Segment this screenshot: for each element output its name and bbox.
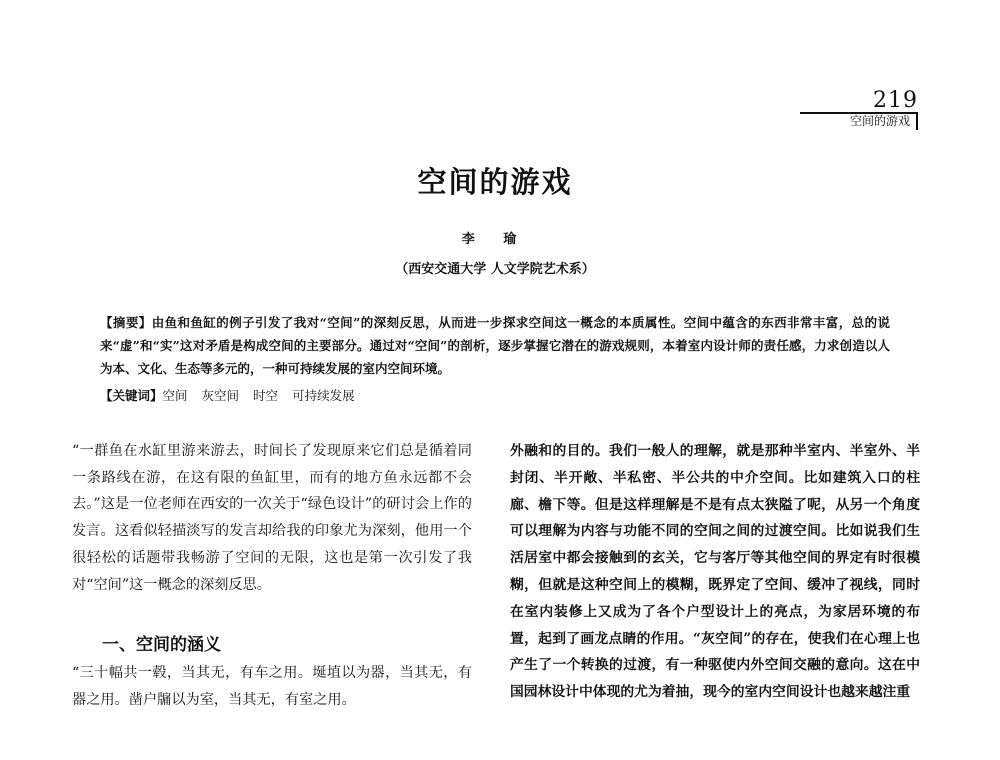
abstract	[100, 311, 890, 380]
abstract-text: 由鱼和鱼缸的例子引发了我对“空间”的深刻反思，从而进一步探求空间这一概念的本质属性。空间中蕴含的东西非常丰富，总的说来“虚”和“实”这对矛盾是构成空间的主要部分。通过对“空间”的剖析，逐步掌握它潜在的游戏规则，本着室内设计师的责任感，力求创造以人为本、文化、生态等多元的，一种可持续发展的室内空间环境。	[100, 315, 890, 376]
article-author: 李 瑜	[461, 232, 529, 247]
running-head: 空间的游戏	[850, 112, 918, 130]
body-paragraph: “三十幅共一毂，当其无，有车之用。埏埴以为器，当其无，有器之用。凿户牖以为室，当其无，有室之用。	[72, 665, 472, 708]
keyword-item: 空间	[162, 388, 188, 403]
left-column	[72, 438, 472, 714]
keyword-item: 灰空间	[201, 388, 240, 403]
page-number: 219	[873, 88, 918, 113]
body-paragraph: “一群鱼在水缸里游来游去，时间长了发现原来它们总是循着同一条路线在游，在这有限的鱼缸里，而有的地方鱼永远都不会去。”这是一位老师在西安的一次关于“绿色设计”的研讨会上作的发言。这看似轻描淡写的发言却给我的印象尤为深刻，他用一个很轻松的话题带我畅游了空间的无限，这也是第一次引发了我对“空间”这一概念的深刻反思。	[72, 443, 472, 593]
body-paragraph: 外融和的目的。我们一般人的理解，就是那种半室内、半室外、半封闭、半开敞、半私密、半公共的中介空间。比如建筑入口的柱廊、檐下等。但是这样理解是不是有点太狭隘了呢，从另一个角度可以理解为内容与功能不同的空间之间的过渡空间。比如说我们生活居室中都会接触到的玄关，它与客厅等其他空间的界定有时很模糊，但就是这种空间上的模糊，既界定了空间、缓冲了视线，同时在室内装修上又成为了各个户型设计上的亮点，为家居环境的布置，起到了画龙点睛的作用。“灰空间”的存在，使我们在心理上也产生了一个转换的过渡，有一种驱使内外空间交融的意向。这在中国园林设计中体现的尤为着抽，现今的室内空间设计也越来越注重	[510, 443, 920, 701]
section-heading: 一、空间的涵义	[102, 635, 221, 656]
abstract-label: 【摘要】	[100, 315, 152, 330]
author-affiliation: （西安交通大学 人文学院艺术系）	[395, 262, 595, 277]
keyword-item: 可持续发展	[292, 388, 355, 403]
right-column	[510, 438, 920, 706]
keywords-label: 【关键词】	[100, 388, 163, 403]
keywords	[100, 386, 890, 406]
keyword-item: 时空	[253, 388, 279, 403]
article-title: 空间的游戏	[417, 165, 573, 199]
